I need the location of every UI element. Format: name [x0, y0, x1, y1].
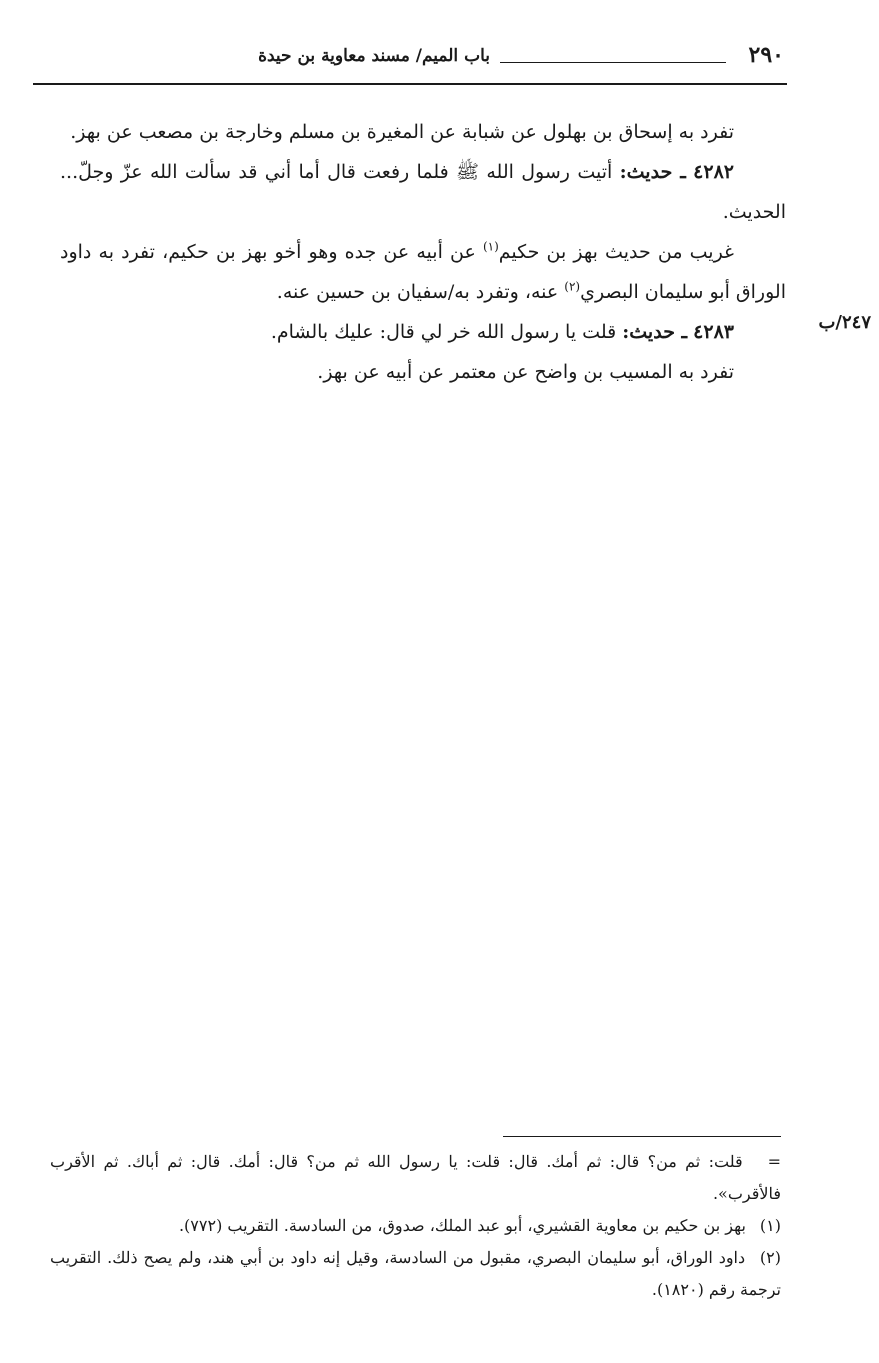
footnote-2	[50, 1242, 781, 1306]
hadith-4283	[60, 312, 786, 352]
hadith-text: قلت يا رسول الله خر لي قال: عليك بالشام.	[270, 321, 617, 343]
header-rule	[33, 83, 787, 85]
footnotes	[50, 1146, 781, 1306]
page-number: ٢٩٠	[748, 42, 784, 68]
footnote-ref-2: (٢)	[564, 279, 581, 294]
footnote-marker: (٢)	[759, 1248, 781, 1267]
margin-folio-note: ٢٤٧/ب	[818, 312, 871, 333]
hadith-label: ـ حديث:	[619, 161, 686, 183]
footnote-text: داود الوراق، أبو سليمان البصري، مقبول من السادسة، وقيل إنه داود بن أبي هند، ولم يصح ذلك. التقريب ترجمة رقم (١٨٢٠).	[50, 1248, 781, 1299]
footnote-rule	[503, 1136, 781, 1137]
gharib-text-a: غريب من حديث بهز بن حكيم	[498, 241, 734, 263]
paragraph-gharib	[60, 232, 786, 312]
footnote-text: قلت: ثم من؟ قال: ثم أمك. قال: قلت: يا رسول الله ثم من؟ قال: أمك. قال: ثم أباك. ثم الأقرب فالأقرب».	[50, 1152, 781, 1203]
footnote-ref-1: (١)	[482, 239, 499, 254]
paragraph-tafarrud-1: تفرد به إسحاق بن بهلول عن شبابة عن المغيرة بن مسلم وخارجة بن مصعب عن بهز.	[70, 121, 734, 143]
gharib-text-b: عن أبيه عن جده وهو أخو بهز بن حكيم، تفرد به داود الوراق أبو سليمان البصري	[60, 241, 786, 303]
running-head: باب الميم/ مسند معاوية بن حيدة	[258, 46, 490, 66]
hadith-number: ٤٢٨٣	[693, 321, 734, 343]
footnote-continuation	[50, 1146, 781, 1210]
hadith-label: ـ حديث:	[622, 321, 688, 343]
page-header	[40, 40, 784, 80]
hadith-text: أتيت رسول الله ﷺ فلما رفعت قال أما أني قد سألت الله عزّ وجلّ... الحديث.	[60, 161, 786, 223]
hadith-number: ٤٢٨٢	[693, 161, 734, 183]
hadith-4282	[60, 152, 786, 232]
paragraph-tafarrud-2: تفرد به المسيب بن واضح عن معتمر عن أبيه عن بهز.	[317, 361, 734, 383]
footnote-marker: =	[767, 1152, 781, 1171]
footnote-text: بهز بن حكيم بن معاوية القشيري، أبو عبد الملك، صدوق، من السادسة. التقريب (٧٧٢).	[178, 1216, 746, 1235]
main-text	[60, 112, 786, 392]
header-divider-line	[500, 62, 726, 63]
footnote-1	[50, 1210, 781, 1242]
gharib-text-c: عنه، وتفرد به/سفيان بن حسين عنه.	[276, 281, 559, 303]
footnote-marker: (١)	[759, 1216, 781, 1235]
